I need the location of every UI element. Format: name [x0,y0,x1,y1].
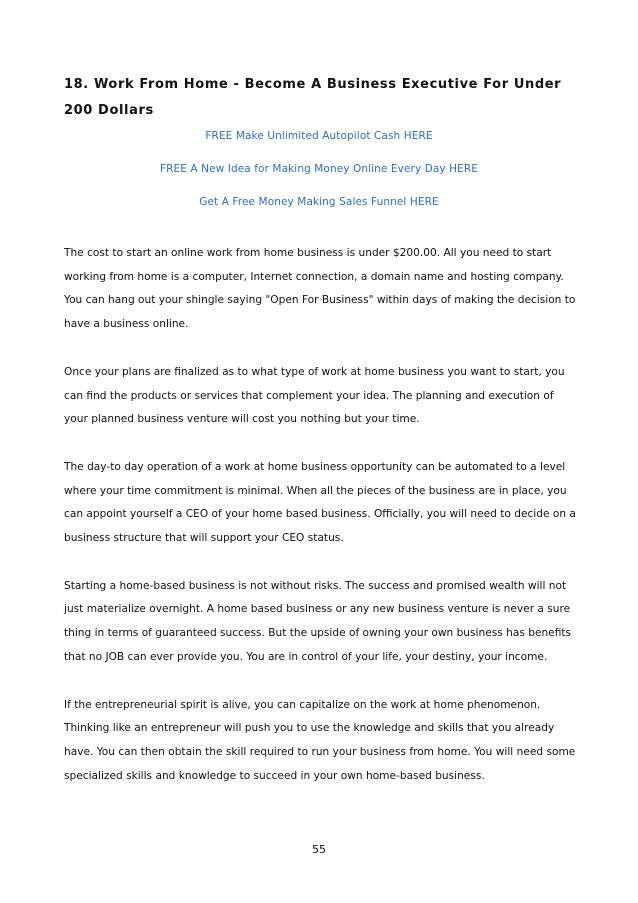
paragraph-cost: The cost to start an online work from home business is under $200.00. All you need to start working from home is a computer, Internet connection, a domain name and hosting company. You can hang out your shingle saying "Open For Business" within days of making the decision to have a business online. [64,247,576,331]
body-text [64,242,578,812]
page-number: 55 [312,843,326,856]
paragraph-risks: Starting a home-based business is not without risks. The success and promised wealth will not just materialize overnight. A home based business or any new business venture is never a sure thing in terms of guaranteed success. But the upside of owning your own business has benefits that no JOB can ever provide you. You are in control of your life, your destiny, your income. [64,579,572,663]
promo-link-new-idea[interactable]: FREE A New Idea for Making Money Online Every Day HERE [159,163,479,175]
paragraph-entrepreneur: If the entrepreneurial spirit is alive, you can capitalize on the work at home phenomenon. Thinking like an entrepreneur will push you to use the knowledge and skills that you already have. You can then obtain the skill required to run your business from home. You will need some specialized skills and knowledge to succeed in your own home-based business. [64,698,576,782]
section-heading: 18. Work From Home - Become A Business Executive For Under 200 Dollars [64,77,562,118]
promo-links [0,128,638,227]
paragraph-planning: Once your plans are finalized as to what type of work at home business you want to start, you can find the products or services that complement your idea. The planning and execution of your planned business venture will cost you nothing but your time. [64,365,565,426]
promo-link-sales-funnel[interactable]: Get A Free Money Making Sales Funnel HERE [199,196,439,208]
promo-link-autopilot-cash[interactable]: FREE Make Unlimited Autopilot Cash HERE [205,130,433,142]
paragraph-operation: The day-to day operation of a work at home business opportunity can be automated to a level where your time commitment is minimal. When all the pieces of the business are in place, you can appoint yourself a CEO of your home based business. Officially, you will need to decide on a business structure that will support your CEO status. [64,460,576,545]
